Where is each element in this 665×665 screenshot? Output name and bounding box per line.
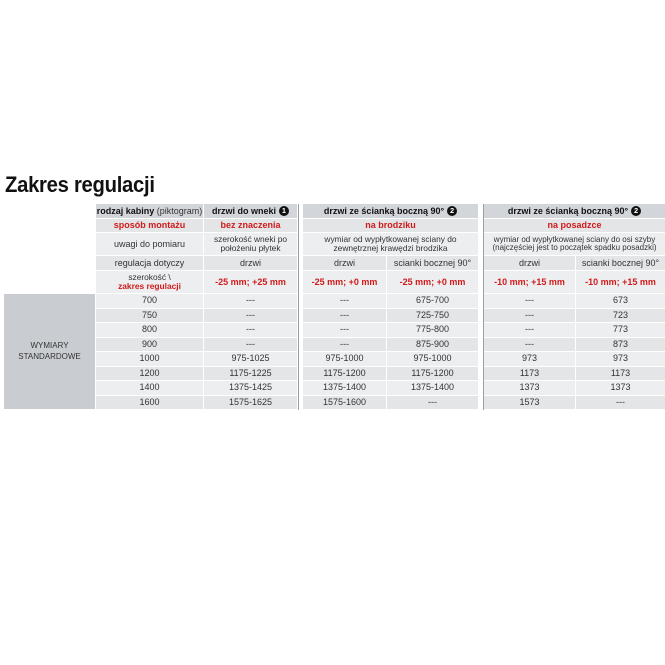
section-2-title: drzwi ze ścianką boczną 90° (323, 205, 445, 216)
note-label: uwagi do pomiaru (96, 233, 204, 256)
table-cell: 773 (576, 323, 665, 338)
section-2-range-door: -25 mm; +0 mm (303, 271, 387, 294)
section-3-range-side: -10 mm; +15 mm (576, 271, 665, 294)
table-cell: --- (576, 396, 665, 411)
table-cell: 1373 (484, 381, 576, 396)
table-cell: 725-750 (387, 309, 479, 324)
table-cell: --- (204, 323, 298, 338)
table-cell: 1373 (576, 381, 665, 396)
table-cell: --- (484, 294, 576, 309)
table-cell: 675-700 (387, 294, 479, 309)
standard-sizes-line1: WYMIARY (30, 341, 69, 351)
number-badge-icon: 1 (279, 206, 289, 216)
table-row-size: 750 (96, 309, 204, 324)
table-row-size: 1400 (96, 381, 204, 396)
section-2-note: wymiar od wypłytkowanej sciany do zewnętrznej krawędzi brodzika (303, 233, 479, 256)
table-cell: 723 (576, 309, 665, 324)
section-3-reg-door: drzwi (484, 256, 576, 271)
table-cell: 1375-1425 (204, 381, 298, 396)
table-cell: --- (387, 396, 479, 411)
section-2-mount: na brodziku (303, 219, 479, 233)
section-3-header (484, 204, 665, 219)
table-cell: 975-1000 (387, 352, 479, 367)
table-row-size: 1000 (96, 352, 204, 367)
table-cell: 1175-1200 (387, 367, 479, 382)
table-row-size: 700 (96, 294, 204, 309)
table-cell: 1573 (484, 396, 576, 411)
standard-sizes-label (4, 294, 96, 410)
table-row-size: 1600 (96, 396, 204, 411)
number-badge-icon: 2 (631, 206, 641, 216)
width-label: szerokość \ (128, 272, 171, 283)
table-cell: 975-1000 (303, 352, 387, 367)
section-1-range: -25 mm; +25 mm (204, 271, 298, 294)
table-cell: 1375-1400 (387, 381, 479, 396)
table-cell: 973 (484, 352, 576, 367)
table-cell: --- (303, 294, 387, 309)
cabin-type-label (96, 204, 204, 219)
standard-sizes-line2: STANDARDOWE (18, 351, 81, 361)
table-cell: --- (303, 309, 387, 324)
corner-empty (4, 204, 96, 294)
section-3-reg-side: scianki bocznej 90° (576, 256, 665, 271)
table-cell: 1575-1625 (204, 396, 298, 411)
table-cell: 1575-1600 (303, 396, 387, 411)
mount-label: sposób montażu (96, 219, 204, 233)
number-badge-icon: 2 (447, 206, 457, 216)
section-1-note: szerokość wneki po położeniu płytek (204, 233, 298, 256)
section-2-reg-door: drzwi (303, 256, 387, 271)
table-cell: 1173 (484, 367, 576, 382)
table-row-size: 900 (96, 338, 204, 353)
page-title: Zakres regulacji (5, 172, 155, 197)
table-cell: --- (484, 323, 576, 338)
range-label (96, 271, 204, 294)
table-cell: --- (204, 338, 298, 353)
table-row-size: 800 (96, 323, 204, 338)
section-2-header (303, 204, 479, 219)
table-cell: 673 (576, 294, 665, 309)
table-row-size: 1200 (96, 367, 204, 382)
table-cell: --- (303, 323, 387, 338)
table-cell: 975-1025 (204, 352, 298, 367)
table-cell: 775-800 (387, 323, 479, 338)
table-cell: --- (204, 309, 298, 324)
section-3-range-door: -10 mm; +15 mm (484, 271, 576, 294)
table-cell: 1175-1225 (204, 367, 298, 382)
table-cell: --- (484, 338, 576, 353)
regulation-label: regulacja dotyczy (96, 256, 204, 271)
table-cell: 873 (576, 338, 665, 353)
pictogram-text: (piktogram) (156, 205, 203, 216)
section-3-note: wymiar od wypłytkowanej sciany do osi szyby (najczęściej jest to początek spadku posadzki) (484, 233, 665, 256)
table-cell: --- (303, 338, 387, 353)
table-cell: 875-900 (387, 338, 479, 353)
table-cell: --- (204, 294, 298, 309)
table-cell: 1375-1400 (303, 381, 387, 396)
table-cell: --- (484, 309, 576, 324)
section-3-mount: na posadzce (484, 219, 665, 233)
table-cell: 973 (576, 352, 665, 367)
table-cell: 1175-1200 (303, 367, 387, 382)
section-1-header (204, 204, 298, 219)
section-1-title: drzwi do wneki (211, 205, 276, 216)
section-2-reg-side: scianki bocznej 90° (387, 256, 479, 271)
range-label-text: zakres regulacji (118, 281, 181, 291)
adjustment-range-table (4, 204, 662, 410)
section-3-title: drzwi ze ścianką boczną 90° (507, 205, 629, 216)
cabin-type-text: rodzaj kabiny (96, 205, 155, 216)
section-1-mount: bez znaczenia (204, 219, 298, 233)
section-2-range-side: -25 mm; +0 mm (387, 271, 479, 294)
section-1-reg: drzwi (204, 256, 298, 271)
table-cell: 1173 (576, 367, 665, 382)
